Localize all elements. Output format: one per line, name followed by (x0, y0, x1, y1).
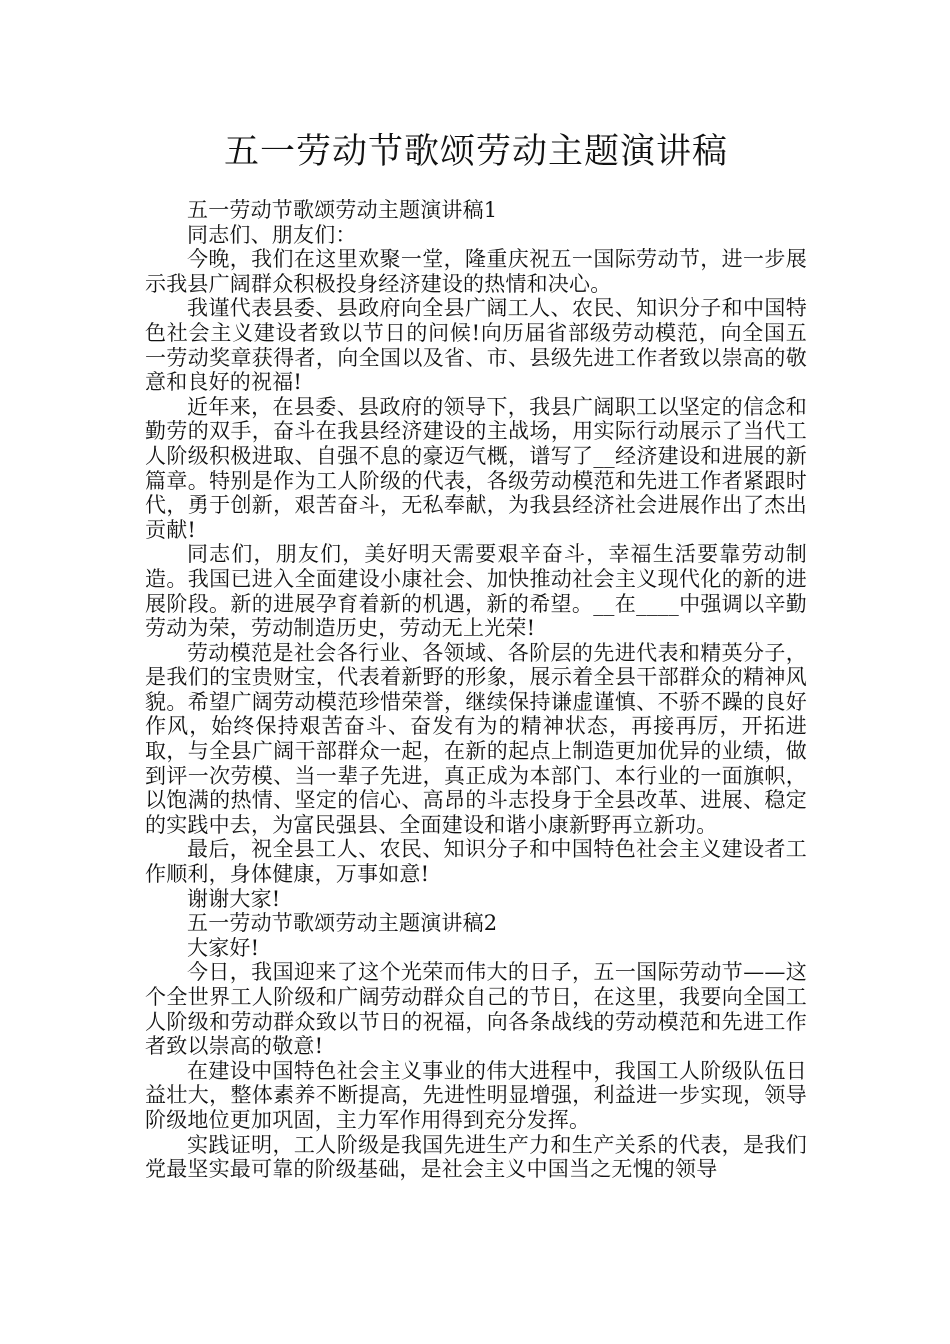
paragraph: 谢谢大家! (187, 886, 281, 911)
paragraph: 同志们、朋友们： (187, 222, 357, 247)
document-body (145, 198, 807, 1182)
paragraph: 我谨代表县委、县政府向全县广阔工人、农民、知识分子和中国特色社会主义建设者致以节日的问候!向历届省部级劳动模范，向全国五一劳动奖章获得者，向全国以及省、市、县级先进工作者致以崇高的敬意和良好的祝福! (145, 296, 807, 395)
paragraph: 实践证明，工人阶级是我国先进生产力和生产关系的代表，是我们党最坚实最可靠的阶级基础，是社会主义中国当之无愧的领导 (145, 1132, 807, 1182)
paragraph: 同志们，朋友们，美好明天需要艰辛奋斗，幸福生活要靠劳动制造。我国已进入全面建设小康社会、加快推动社会主义现代化的新的进展阶段。新的进展孕育着新的机遇，新的希望。__在____中强调以辛勤劳动为荣，劳动制造历史，劳动无上光荣! (145, 542, 807, 641)
paragraph: 劳动模范是社会各行业、各领域、各阶层的先进代表和精英分子，是我们的宝贵财宝，代表着新野的形象，展示着全县干部群众的精神风貌。希望广阔劳动模范珍惜荣誉，继续保持谦虚谨慎、不骄不躁的良好作风，始终保持艰苦奋斗、奋发有为的精神状态，再接再厉，开拓进取，与全县广阔干部群众一起，在新的起点上制造更加优异的业绩，做到评一次劳模、当一辈子先进，真正成为本部门、本行业的一面旗帜，以饱满的热情、坚定的信心、高昂的斗志投身于全县改革、进展、稳定的实践中去，为富民强县、全面建设和谐小康新野再立新功。 (145, 640, 807, 837)
document-page (145, 0, 807, 1182)
paragraph: 近年来，在县委、县政府的领导下，我县广阔职工以坚定的信念和勤劳的双手，奋斗在我县经济建设的主战场，用实际行动展示了当代工人阶级积极进取、自强不息的豪迈气概，谱写了__经济建设和进展的新篇章。特别是作为工人阶级的代表，各级劳动模范和先进工作者紧跟时代，勇于创新，艰苦奋斗，无私奉献，为我县经济社会进展作出了杰出贡献! (145, 394, 807, 542)
paragraph: 大家好! (187, 935, 260, 960)
paragraph: 今晚，我们在这里欢聚一堂，隆重庆祝五一国际劳动节，进一步展示我县广阔群众积极投身经济建设的热情和决心。 (145, 247, 807, 296)
paragraph: 五一劳动节歌颂劳动主题演讲稿2 (187, 911, 498, 936)
paragraph: 在建设中国特色社会主义事业的伟大进程中，我国工人阶级队伍日益壮大，整体素养不断提高，先进性明显增强，利益进一步实现，领导阶级地位更加巩固，主力军作用得到充分发挥。 (145, 1058, 807, 1132)
document-title: 五一劳动节歌颂劳动主题演讲稿 (223, 132, 728, 172)
paragraph: 最后，祝全县工人、农民、知识分子和中国特色社会主义建设者工作顺利，身体健康，万事如意! (145, 837, 807, 887)
paragraph: 今日，我国迎来了这个光荣而伟大的日子，五一国际劳动节——这个全世界工人阶级和广阔劳动群众自己的节日，在这里，我要向全国工人阶级和劳动群众致以节日的祝福，向各条战线的劳动模范和先进工作者致以崇高的敬意! (145, 960, 807, 1059)
paragraph: 五一劳动节歌颂劳动主题演讲稿1 (187, 198, 498, 222)
